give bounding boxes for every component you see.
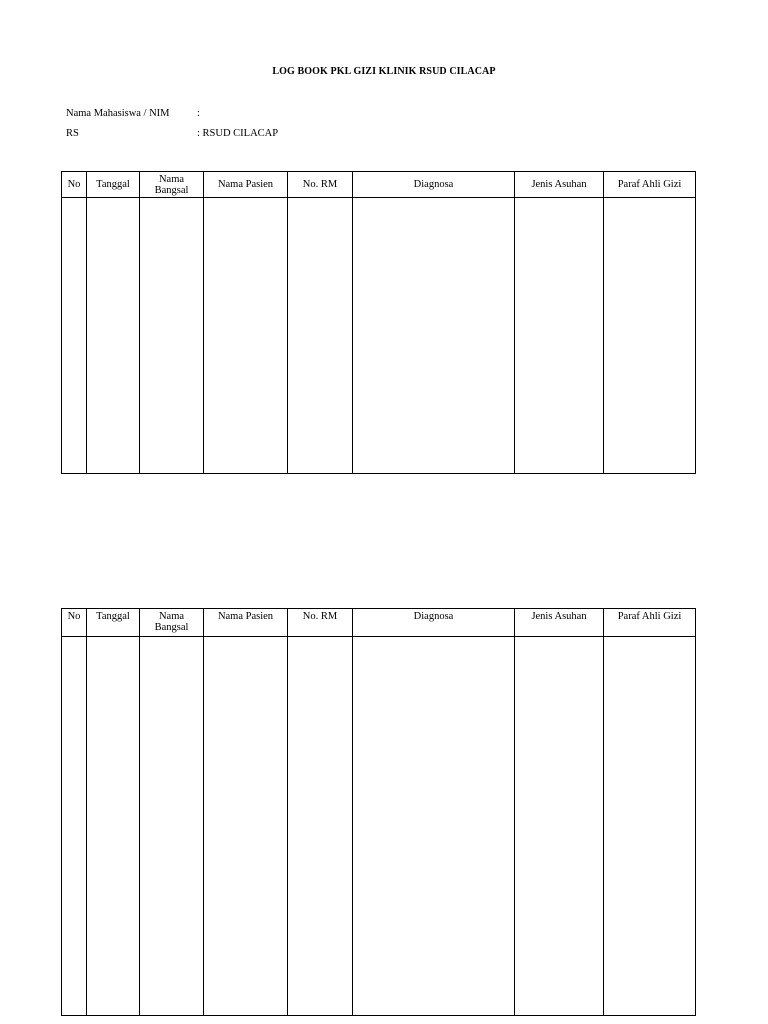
cell-nama-pasien bbox=[204, 637, 288, 1016]
col-header-nama-pasien: Nama Pasien bbox=[204, 172, 288, 198]
hospital-label: RS bbox=[66, 128, 79, 139]
hospital-value: : RSUD CILACAP bbox=[197, 128, 279, 139]
col-header-no: No bbox=[62, 609, 87, 637]
col-header-no: No bbox=[62, 172, 87, 198]
student-name-value: : bbox=[197, 108, 200, 119]
cell-tanggal bbox=[87, 637, 140, 1016]
col-header-tanggal: Tanggal bbox=[87, 172, 140, 198]
student-name-label: Nama Mahasiswa / NIM bbox=[66, 108, 170, 119]
col-header-nama-bangsal-line1: Nama bbox=[158, 173, 185, 185]
col-header-nama-bangsal bbox=[140, 172, 204, 198]
col-header-jenis-asuhan: Jenis Asuhan bbox=[515, 172, 604, 198]
cell-paraf bbox=[604, 637, 696, 1016]
col-header-nama-bangsal bbox=[140, 609, 204, 637]
log-table-2 bbox=[61, 608, 696, 1016]
col-header-no-rm: No. RM bbox=[288, 172, 353, 198]
col-header-no-rm: No. RM bbox=[288, 609, 353, 637]
col-header-jenis-asuhan: Jenis Asuhan bbox=[515, 609, 604, 637]
log-table-1 bbox=[61, 171, 696, 474]
cell-diagnosa bbox=[353, 637, 515, 1016]
cell-no-rm bbox=[288, 198, 353, 474]
col-header-nama-bangsal-line1: Nama bbox=[158, 611, 185, 622]
col-header-nama-bangsal-line2: Bangsal bbox=[154, 622, 189, 633]
cell-nama-pasien bbox=[204, 198, 288, 474]
col-header-paraf: Paraf Ahli Gizi bbox=[604, 609, 696, 637]
cell-nama-bangsal bbox=[140, 198, 204, 474]
cell-jenis-asuhan bbox=[515, 198, 604, 474]
col-header-tanggal: Tanggal bbox=[87, 609, 140, 637]
table-row bbox=[62, 637, 696, 1016]
cell-nama-bangsal bbox=[140, 637, 204, 1016]
cell-paraf bbox=[604, 198, 696, 474]
col-header-nama-pasien: Nama Pasien bbox=[204, 609, 288, 637]
table-header-row bbox=[62, 609, 696, 637]
cell-jenis-asuhan bbox=[515, 637, 604, 1016]
cell-no-rm bbox=[288, 637, 353, 1016]
cell-no bbox=[62, 198, 87, 474]
cell-tanggal bbox=[87, 198, 140, 474]
col-header-diagnosa: Diagnosa bbox=[353, 172, 515, 198]
table-row bbox=[62, 198, 696, 474]
cell-no bbox=[62, 637, 87, 1016]
page-title: LOG BOOK PKL GIZI KLINIK RSUD CILACAP bbox=[272, 66, 496, 77]
col-header-paraf: Paraf Ahli Gizi bbox=[604, 172, 696, 198]
col-header-diagnosa: Diagnosa bbox=[353, 609, 515, 637]
table-header-row bbox=[62, 172, 696, 198]
col-header-nama-bangsal-line2: Bangsal bbox=[154, 184, 189, 196]
cell-diagnosa bbox=[353, 198, 515, 474]
